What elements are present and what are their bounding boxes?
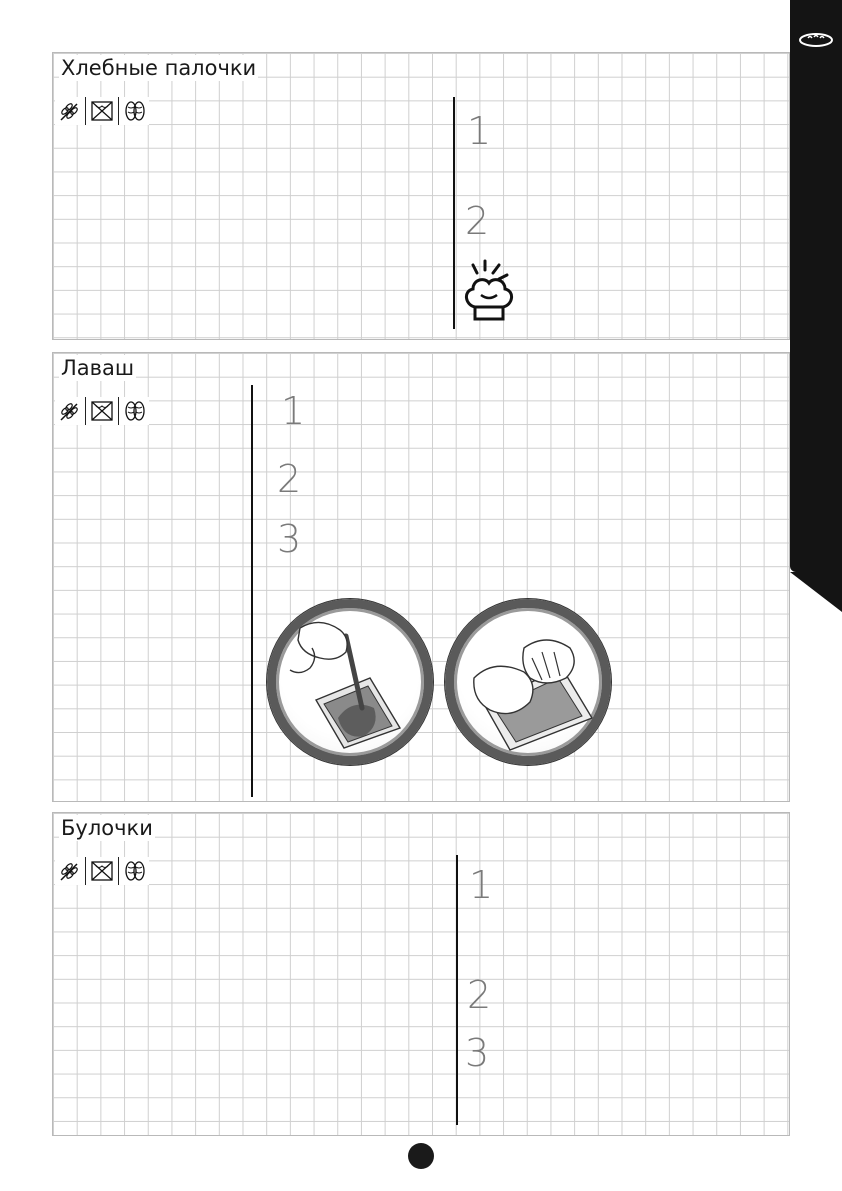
no-gluten-icon — [88, 858, 116, 884]
no-gluten-icon — [88, 398, 116, 424]
step-number: 3 — [277, 517, 302, 561]
step-number: 2 — [467, 973, 492, 1017]
chapter-tab — [790, 0, 842, 572]
step-divider — [456, 855, 458, 1125]
step-number: 3 — [465, 1031, 490, 1075]
step-divider — [251, 385, 253, 797]
page-number-dot — [408, 1143, 434, 1169]
hand-spatula-image — [276, 608, 424, 756]
hands-dough-image — [454, 608, 602, 756]
section-bread-sticks — [52, 52, 790, 340]
step-divider — [453, 97, 455, 329]
step-number: 2 — [465, 199, 490, 243]
seeds-icon — [121, 858, 149, 884]
section-title: Булочки — [61, 816, 153, 840]
wheat-icon — [55, 398, 83, 424]
recipe-icons — [55, 397, 149, 425]
section-buns — [52, 812, 790, 1136]
recipe-icons — [55, 97, 149, 125]
no-gluten-icon — [88, 98, 116, 124]
seeds-icon — [121, 398, 149, 424]
step-number: 1 — [467, 109, 492, 153]
section-lavash — [52, 352, 790, 802]
photo-spreading-dough — [267, 599, 433, 765]
chef-hat-icon — [459, 259, 519, 323]
photo-pressing-dough — [445, 599, 611, 765]
step-number: 1 — [469, 863, 494, 907]
bread-icon — [798, 32, 834, 48]
section-title: Лаваш — [61, 356, 135, 380]
wheat-icon — [55, 98, 83, 124]
section-title: Хлебные палочки — [61, 56, 257, 80]
step-number: 1 — [281, 389, 306, 433]
recipe-icons — [55, 857, 149, 885]
seeds-icon — [121, 98, 149, 124]
step-number: 2 — [277, 457, 302, 501]
wheat-icon — [55, 858, 83, 884]
